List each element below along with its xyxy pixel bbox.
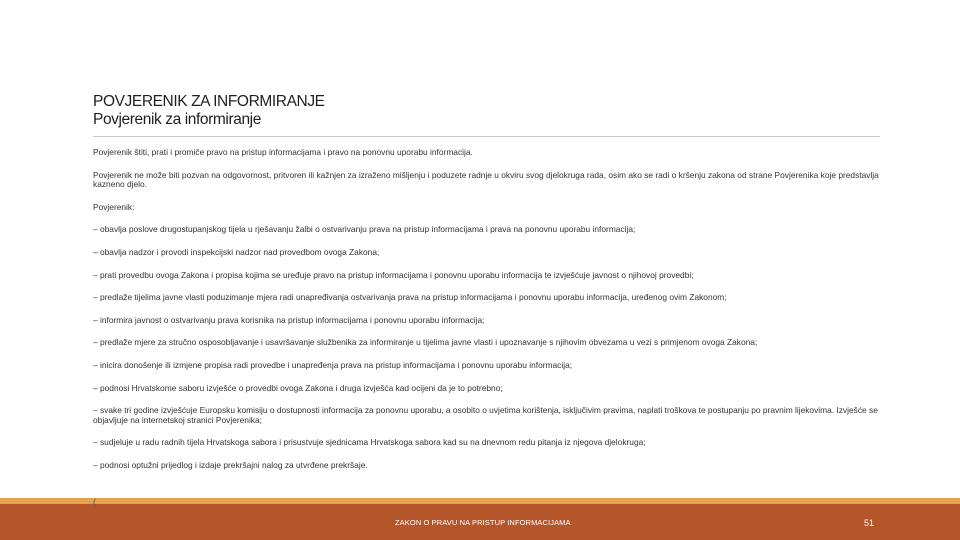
list-item: – podnosi optužni prijedlog i izdaje prekršajni nalog za utvrđene prekršaje. xyxy=(93,459,368,470)
footer-mark: ( xyxy=(93,497,96,507)
list-item: – obavlja poslove drugostupanjskog tijela u rješavanju žalbi o ostvarivanju prava na pristup informacijama i prava na ponovnu uporabu informacija; xyxy=(93,224,636,235)
paragraph: Povjerenik ne može biti pozvan na odgovornost, pritvoren ili kažnjen za izraženo mišljenju i poduzete radnje u okviru svog djelokruga rada, osim ako se radi o kršenju zakona od strane Povjerenika koje predstavlja kazneno djelo. xyxy=(93,169,879,190)
paragraph: Povjerenik: xyxy=(93,201,135,212)
list-item: – informira javnost o ostvarivanju prava korisnika na pristup informacijama i ponovnu uporabu informacija; xyxy=(93,314,485,325)
list-item: – prati provedbu ovoga Zakona i propisa kojima se uređuje pravo na pristup informacijama i ponovnu uporabu informacija te izvješćuje javnost o njihovoj provedbi; xyxy=(93,269,694,280)
title-line-1: POVJERENIK ZA INFORMIRANJE xyxy=(93,93,325,110)
paragraph: Povjerenik štiti, prati i promiče pravo na pristup informacijama i pravo na ponovnu uporabu informacija. xyxy=(93,147,473,157)
list-item: – svake tri godine izvješćuje Europsku komisiju o dostupnosti informacija za ponovnu uporabu, a osobito o uvjetima korištenja, isključivim pravima, naplati troškova te postupanju po pravnim lijekovima. Izvješće se objavljuje na internetskoj stranici Povjerenika; xyxy=(93,405,878,425)
list-item: – predlaže tijelima javne vlasti poduzimanje mjera radi unapređivanja ostvarivanja prava na pristup informacijama i ponovnu uporabu informacija, uređenog ovim Zakonom; xyxy=(93,292,727,303)
page-number: 51 xyxy=(864,518,875,528)
title-line-2: Povjerenik za informiranje xyxy=(93,111,261,128)
list-item: – obavlja nadzor i provodi inspekcijski nadzor nad provedbom ovoga Zakona; xyxy=(93,246,380,257)
list-item: – predlaže mjere za stručno osposobljavanje i usavršavanje službenika za informiranje u tijelima javne vlasti i upoznavanje s njihovim obvezama u vezi s primjenom ovoga Zakona; xyxy=(93,337,758,348)
slide-title xyxy=(93,93,883,129)
list-item: – inicira donošenje ili izmjene propisa radi provedbe i unapređenja prava na pristup informacijama i ponovnu uporabu informacija; xyxy=(93,359,573,370)
list-item: – podnosi Hrvatskome saboru izvješće o provedbi ovoga Zakona i druga izvješća kad ocijeni da je to potrebno; xyxy=(93,382,503,393)
list-item: – sudjeluje u radu radnih tijela Hrvatskoga sabora i prisustvuje sjednicama Hrvatskoga sabora kad su na dnevnom redu pitanja iz njegova djelokruga; xyxy=(93,437,646,448)
slide-body xyxy=(93,148,883,471)
title-divider xyxy=(93,136,880,137)
footer-text: ZAKON O PRAVU NA PRISTUP INFORMACIJAMA xyxy=(395,518,571,527)
